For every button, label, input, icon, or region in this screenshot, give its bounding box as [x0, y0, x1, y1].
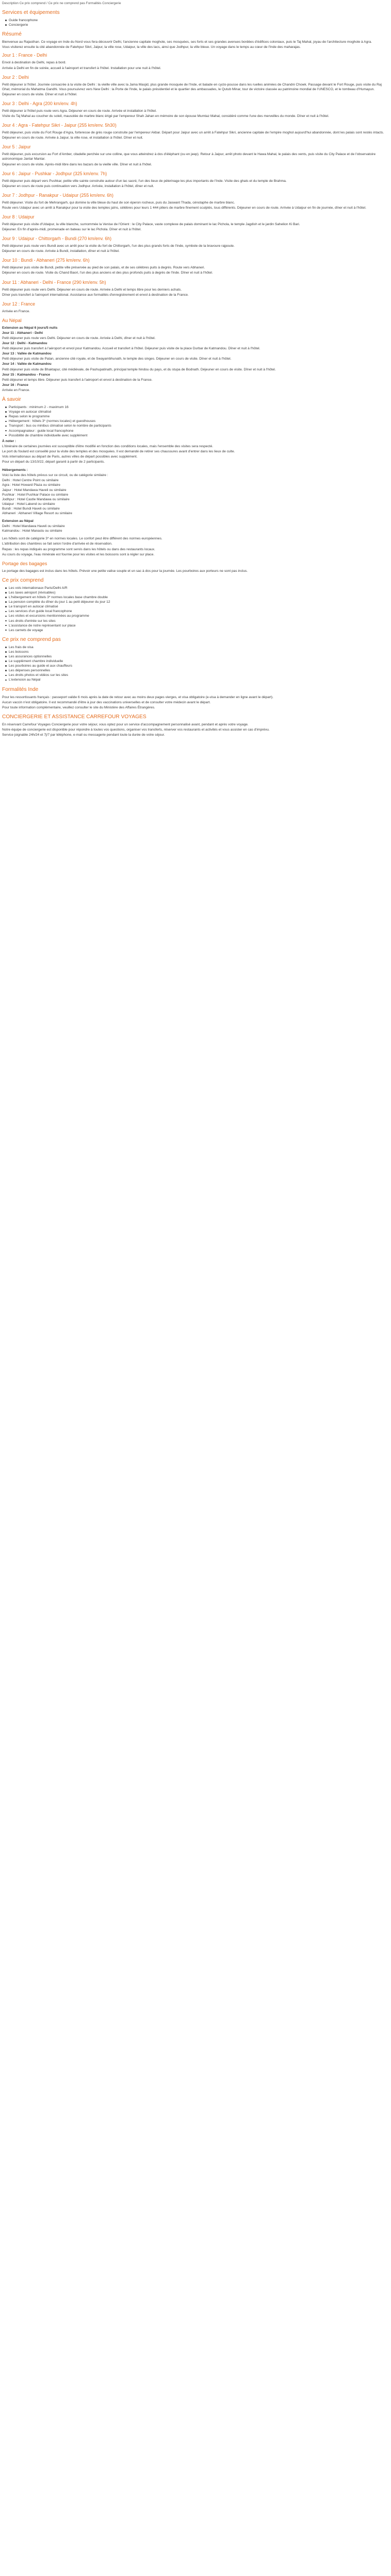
- hotel-item: Jodhpur : Hotel Castle Mandawa ou similaire: [2, 497, 70, 501]
- day-title: Jour 5 : Jaipur: [2, 144, 31, 150]
- list-item: Les frais de visa: [5, 645, 389, 650]
- day-text: Déjeuner en cours de visite. Dîner et nuit à l'hôtel.: [2, 92, 77, 96]
- page-intro: Description Ce prix comprend / Ce prix ne comprend pas Formalités Conciergerie: [2, 2, 121, 5]
- day-text: Déjeuner en cours de route. Arrivée à Jaipur, la ville rose, et installation à l'hôtel. Dîner et nuit.: [2, 136, 143, 140]
- day-title: Jour 12 : France: [2, 301, 36, 307]
- list-item: Participants : minimum 2 - maximum 16: [5, 405, 389, 410]
- day-title: Jour 7 : Jodhpur - Ranakpur - Udaipur (255 km/env. 6h): [2, 192, 113, 198]
- extension-day-text: Petit déjeuner puis visite de Bhaktapur, cité médiévale, de Pashupatinath, principal temple hindou du pays, et du stupa de Bodnath. Déjeuner en cours de visite. Dîner et nuit à l'hôtel.: [2, 367, 276, 371]
- notes-title: À noter :: [2, 439, 17, 443]
- day-block: [2, 123, 389, 140]
- extension-day-title: Jour 15 : Katmandou - France: [2, 372, 51, 377]
- list-item: Les visites et excursions mentionnées au programme: [5, 614, 389, 618]
- list-item: Les assurances optionnelles: [5, 654, 389, 659]
- day-block: [2, 280, 389, 297]
- hotel-item: Udaipur : Hotel Lakend ou similaire: [2, 502, 55, 506]
- list-item: L'assistance de notre représentant sur place: [5, 623, 389, 628]
- hotel-item: Pushkar : Hotel Pushkar Palace ou similaire: [2, 493, 69, 497]
- comprend-pas-title: Ce prix ne comprend pas: [2, 636, 61, 642]
- comprend-pas-list: [5, 645, 389, 683]
- day-text: Petit déjeuner à l'hôtel puis route vers Agra. Déjeuner en cours de route. Arrivée et installation à l'hôtel.: [2, 109, 157, 113]
- extension-day-title: Jour 14 : Vallée de Katmandou: [2, 362, 52, 366]
- day-text: Petit déjeuner puis visite de Bundi, petite ville préservée au pied de son palais, et de ses célèbres puits à degrés. Route vers Abhaneri.: [2, 266, 205, 270]
- list-item: Voyage en autocar climatisé: [5, 410, 389, 414]
- hotel-list: [2, 478, 389, 516]
- comprend-title: Ce prix comprend: [2, 577, 44, 583]
- day-title: Jour 11 : Abhaneri - Delhi - France (290 km/env. 5h): [2, 279, 106, 285]
- day-block: [2, 193, 389, 210]
- day-text: Déjeuner en cours de route. Visite du Chand Baori, l'un des plus anciens et des plus profonds puits à degrés de l'Inde. Dîner et nuit à l'hôtel.: [2, 271, 213, 275]
- list-item: Les pourboires au guide et aux chauffeurs: [5, 664, 389, 668]
- resume-paragraph: Bienvenue au Rajasthan. Ce voyage en Inde du Nord vous fera découvrir Delhi, l'ancienne capitale moghole, ses mosquées, ses forts et ses grandes avenues bordées d'édifices coloniaux, puis le Taj Mahal, joyau de l'architecture moghole à Agra.: [2, 40, 372, 44]
- day-text: Déjeuner en cours de route. Arrivée à Bundi, installation, dîner et nuit à l'hôtel.: [2, 249, 120, 253]
- day-text: Arrivée en France.: [2, 309, 30, 313]
- day-text: Déjeuner. En fin d'après-midi, promenade en bateau sur le lac Pichola. Dîner et nuit à l'hôtel.: [2, 228, 142, 232]
- formalites-text: Pour les ressortissants français : passeport valide 6 mois après la date de retour avec au moins deux pages vierges, et visa obligatoire (e-visa à demander en ligne avant le départ).: [2, 695, 273, 699]
- hebergement-title: Hébergements :: [2, 468, 28, 472]
- extension-day-title: Jour 11 : Abhaneri - Delhi: [2, 331, 43, 335]
- day-text: Petit déjeuner, puis visite du Fort Rouge d'Agra, forteresse de grès rouge construite par l'empereur Akbar. Départ pour Jaipur avec un arrêt à Fatehpur Sikri, ancienne capitale de l'empire moghol aujourd'hui abandonnée, dont les palais sont restés intacts.: [2, 131, 384, 135]
- day-text: Petit déjeuner puis route vers Delhi. Déjeuner en cours de route. Arrivée à Delhi et temps libre pour les derniers achats.: [2, 287, 182, 292]
- hotel-item: Delhi : Hotel Mandawa Haveli ou similaire: [2, 524, 65, 529]
- day-text: Petit déjeuner à l'hôtel. Journée consacrée à la visite de Delhi : la vieille ville avec la Jama Masjid, plus grande mosquée de l'Inde, et balade en cyclo-pousse dans les ruelles animées de Chandni Chowk. Passage devant le Fort Rouge, puis visite du Raj Ghat, mémorial du Mahatma Gandhi. Vous poursuivrez vers New Delhi : la Porte de l'Inde, le palais présidentiel et le quartier des ambassades, le Qutub Minar, tour de victoire classée au patrimoine mondial de l'UNESCO, et le tombeau d'Humayun.: [2, 82, 382, 91]
- hotel-item: Abhaneri : Abhaneri Village Resort ou similaire: [2, 512, 72, 515]
- list-item: Les droits d'entrée sur les sites: [5, 619, 389, 623]
- day-title: Jour 4 : Agra - Fatehpur Sikri - Jaipur (255 km/env. 5h30): [2, 123, 117, 128]
- day-text: Arrivée à Delhi en fin de soirée, accueil à l'aéroport et transfert à l'hôtel. Installation pour une nuit à l'hôtel.: [2, 66, 161, 70]
- resume-title: Résumé: [2, 31, 22, 38]
- extension-days: [2, 331, 389, 393]
- hotel-list-extension: [2, 524, 389, 533]
- list-item: Le transport en autocar climatisé: [5, 604, 389, 609]
- day-text: Petit déjeuner puis route vers Bundi avec un arrêt pour la visite du fort de Chittorgarh, l'un des plus grands forts de l'Inde, symbole de la bravoure rajpoute.: [2, 244, 235, 248]
- day-title: Jour 2 : Delhi: [2, 74, 29, 80]
- day-title: Jour 9 : Udaipur - Chittorgarh - Bundi (270 km/env. 6h): [2, 236, 112, 242]
- day-block: [2, 171, 389, 189]
- list-item: L'hébergement en hôtels 3* normes locales base chambre double: [5, 595, 389, 600]
- avoir-list: [5, 405, 389, 438]
- conciergerie-text: Service joignable 24h/24 et 7j/7 par téléphone, e-mail ou messagerie pendant toute la durée de votre séjour.: [2, 733, 165, 737]
- hebergement-text: Les hôtels sont de catégorie 3* en normes locales. Le confort peut être différent des normes européennes.: [2, 537, 162, 541]
- list-item: Le supplément chambre individuelle: [5, 659, 389, 664]
- note-text: Vols internationaux au départ de Paris, autres villes de départ possibles avec supplément.: [2, 454, 138, 459]
- list-item: L'extension au Népal: [5, 677, 389, 682]
- note-text: Pour un départ du 13/10/22, départ garanti à partir de 2 participants.: [2, 460, 105, 464]
- hotel-item: Jaipur : Hotel Mandawa Haveli ou similaire: [2, 488, 67, 492]
- day-block: [2, 214, 389, 232]
- extension-title: Au Népal: [2, 317, 22, 323]
- day-text: Route vers Udaipur avec un arrêt à Ranakpur pour la visite des temples jaïns, célèbres pour leurs 1 444 piliers de marbre finement sculptés, tous différents. Déjeuner en cours de route. Arrivée à Udaipur en fin de journée, dîner et nuit à l'hôtel.: [2, 206, 366, 210]
- day-title: Jour 10 : Bundi - Abhaneri (275 km/env. 6h): [2, 258, 90, 263]
- list-item: Possibilité de chambre individuelle avec supplément: [5, 433, 389, 438]
- hotel-item: Delhi : Hotel Centre Point ou similaire: [2, 479, 59, 483]
- formalites-text: Aucun vaccin n'est obligatoire. Il est recommandé d'être à jour des vaccinations universelles et de consulter votre médecin avant le départ.: [2, 700, 211, 704]
- day-text: Dîner puis transfert à l'aéroport international. Assistance aux formalités d'enregistrement et envol à destination de la France.: [2, 293, 189, 297]
- comprend-list: [5, 586, 389, 633]
- list-item: Transport : bus ou minibus climatisé selon le nombre de participants: [5, 423, 389, 428]
- formalites-text: Pour toute information complémentaire, veuillez consulter le site du Ministère des Affaires Étrangères.: [2, 705, 155, 709]
- list-item: Les dépenses personnelles: [5, 668, 389, 673]
- extension-day-text: Petit déjeuner puis visite de Patan, ancienne cité royale, et de Swayambhunath, le temple des singes. Déjeuner en cours de visite. Dîner et nuit à l'hôtel.: [2, 357, 232, 361]
- day-text: Petit déjeuner puis départ vers Pushkar, petite ville sainte construite autour d'un lac sacré, l'un des lieux de pèlerinage les plus importants de l'Inde. Visite des ghats et du temple de Brahma.: [2, 179, 287, 183]
- day-title: Jour 3 : Delhi - Agra (200 km/env. 4h): [2, 100, 77, 106]
- extension-day-text: Petit déjeuner et temps libre. Déjeuner puis transfert à l'aéroport et envol à destination de la France.: [2, 378, 153, 382]
- formalites-title: Formalités Inde: [2, 686, 39, 692]
- hebergement-text: Repas : les repas indiqués au programme sont servis dans les hôtels ou dans des restaurants locaux.: [2, 547, 155, 551]
- day-block: [2, 144, 389, 166]
- note-text: L'itinéraire de certaines journées est susceptible d'être modifié en fonction des conditions locales, mais l'ensemble des visites sera respecté.: [2, 444, 214, 448]
- extension-day-title: Jour 13 : Vallée de Katmandou: [2, 352, 52, 356]
- note-text: Le port du foulard est conseillé pour la visite des temples et des mosquées. Il est demandé de retirer ses chaussures avant d'entrer dans les lieux de culte.: [2, 449, 235, 453]
- services-list: [5, 18, 389, 27]
- hebergement-extension-title: Extension au Népal: [2, 519, 34, 523]
- hebergement-intro: Voici la liste des hôtels prévus sur ce circuit, ou de catégorie similaire :: [2, 473, 108, 478]
- day-block: [2, 258, 389, 275]
- day-title: Jour 8 : Udaipur: [2, 214, 35, 219]
- list-item: Les carnets de voyage: [5, 628, 389, 633]
- list-item: Les services d'un guide local francophone: [5, 609, 389, 614]
- day-title: Jour 6 : Jaipur - Pushkar - Jodhpur (325 km/env. 7h): [2, 171, 107, 176]
- portage-title: Portage des bagages: [2, 561, 47, 566]
- list-item: Conciergerie: [5, 23, 389, 27]
- list-item: Accompagnateur : guide local francophone: [5, 429, 389, 433]
- day-text: Petit déjeuner puis visite d'Udaipur, la ville blanche, surnommée la Venise de l'Orient : le City Palace, vaste complexe de palais dominant le lac Pichola, le temple Jagdish et le jardin Sahelion Ki Bari.: [2, 222, 300, 226]
- extension-day-title: Jour 16 : France: [2, 383, 28, 387]
- extension-day-text: Petit déjeuner puis route vers Delhi. Déjeuner en cours de route. Arrivée à Delhi, dîner et nuit à l'hôtel.: [2, 336, 156, 340]
- list-item: Hébergement : hôtels 3* (normes locales) et guesthouses: [5, 419, 389, 423]
- extension-day-text: Arrivée en France.: [2, 388, 30, 392]
- itinerary: [2, 53, 389, 313]
- hotel-item: Bundi : Hotel Bundi Haveli ou similaire: [2, 506, 60, 511]
- list-item: Les taxes aéroport (révisables): [5, 590, 389, 595]
- list-item: La pension complète du dîner du jour 1 au petit déjeuner du jour 12: [5, 600, 389, 604]
- conciergerie-title: CONCIERGERIE ET ASSISTANCE CARREFOUR VOYAGES: [2, 714, 146, 720]
- day-text: Petit déjeuner, puis excursion au Fort d'Amber, citadelle perchée sur une colline, que vous atteindrez à dos d'éléphant (ou en jeep). Retour à Jaipur, arrêt photo devant le Hawa Mahal, le palais des vents, puis visite du City Palace et de l'observatoire astronomique Jantar Mantar.: [2, 152, 376, 161]
- resume-paragraph: Vous visiterez ensuite la cité abandonnée de Fatehpur Sikri, Jaipur, la ville rose, Udaipur, la ville des lacs, ainsi que Jodhpur, la ville bleue. Un voyage dans le temps au cœur de l'Inde des maharajas.: [2, 45, 301, 49]
- hebergement-text: L'attribution des chambres se fait selon l'ordre d'arrivée et de réservation.: [2, 542, 112, 546]
- day-text: Déjeuner en cours de visite. Après-midi libre dans les bazars de la vieille ville. Dîner et nuit à l'hôtel.: [2, 162, 152, 166]
- day-block: [2, 236, 389, 253]
- day-block: [2, 75, 389, 97]
- list-item: Repas selon le programme: [5, 414, 389, 419]
- avoir-title: À savoir: [2, 397, 21, 403]
- day-block: [2, 53, 389, 70]
- list-item: Les droits photos et vidéos sur les sites: [5, 673, 389, 677]
- day-text: Déjeuner en cours de route puis continuation vers Jodhpur. Arrivée, installation à l'hôtel, dîner et nuit.: [2, 184, 154, 188]
- extension-day-text: Petit déjeuner puis transfert à l'aéroport et envol pour Katmandou. Accueil et transfert à l'hôtel. Déjeuner puis visite de la place Durbar de Katmandou. Dîner et nuit à l'hôtel.: [2, 347, 260, 351]
- hebergement-text: Au cours du voyage, l'eau minérale est fournie pour les visites et les boissons sont à régler sur place.: [2, 552, 155, 556]
- day-text: Envol à destination de Delhi, repas à bord.: [2, 61, 67, 65]
- list-item: Guide francophone: [5, 18, 389, 23]
- extension-subtitle: Extension au Népal 6 jours/5 nuits: [2, 326, 58, 330]
- conciergerie-text: Notre équipe de conciergerie est disponible pour répondre à toutes vos questions, organiser vos transferts, réserver vos restaurants et activités et vous assister en cas d'imprévu.: [2, 727, 270, 732]
- day-title: Jour 1 : France - Delhi: [2, 53, 47, 58]
- services-title: Services et équipements: [2, 10, 60, 16]
- hotel-item: Agra : Hotel Howard Plaza ou similaire: [2, 483, 60, 487]
- conciergerie-text: En réservant Carrefour Voyages Conciergerie pour votre séjour, vous optez pour un service d'accompagnement personnalisé avant, pendant et après votre voyage.: [2, 722, 249, 726]
- day-block: [2, 101, 389, 118]
- document: [0, 0, 391, 744]
- list-item: Les vols internationaux Paris/Delhi A/R: [5, 586, 389, 590]
- hotel-item: Katmandou : Hotel Manaslu ou similaire: [2, 529, 62, 533]
- portage-text: Le portage des bagages est inclus dans les hôtels. Prévoir une petite valise souple et un sac à dos pour la journée. Les pourboires aux porteurs ne sont pas inclus.: [2, 569, 248, 573]
- day-text: Visite du Taj Mahal au coucher du soleil, mausolée de marbre blanc érigé par l'empereur Shah Jahan en mémoire de son épouse Mumtaz Mahal, considéré comme l'une des merveilles du monde. Dîner et nuit à l'hôtel.: [2, 114, 329, 118]
- extension-day-title: Jour 12 : Delhi - Katmandou: [2, 342, 47, 346]
- list-item: Les boissons: [5, 650, 389, 654]
- day-block: [2, 301, 389, 314]
- day-text: Petit déjeuner. Visite du fort de Mehrangarh, qui domine la ville bleue du haut de son éperon rocheux, puis du Jaswant Thada, cénotaphe de marbre blanc.: [2, 200, 235, 205]
